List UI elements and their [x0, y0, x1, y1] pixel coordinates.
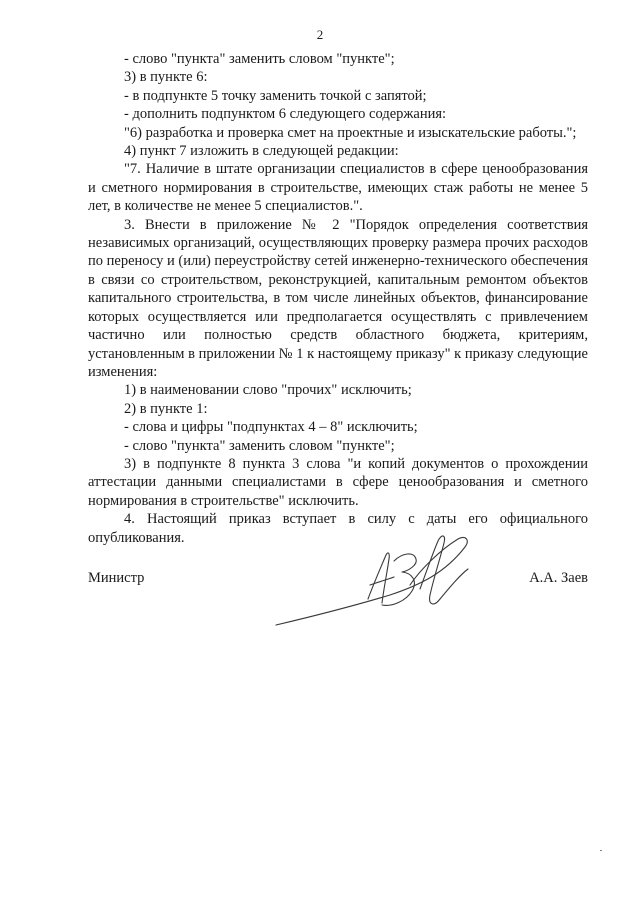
- signature-block: [88, 570, 588, 590]
- paragraph-5: "6) разработка и проверка смет на проектные и изыскательские работы.";: [124, 124, 577, 141]
- paragraph-1: - слово "пункта" заменить словом "пункте";: [124, 51, 395, 67]
- paragraph-8: 3. Внести в приложение № 2 "Порядок определения соответствия независимых организаций, осуществляющих проверку размера прочих расходов по переносу и (или) переустройству сетей инженерно-технического обеспечения в связи со строительством, реконструкцией, капитальным ремонтом объектов капитального строительства, в том числе линейных объектов, финансирование которых осуществляется или предполагается осуществлять с привлечением частично или полностью средств областного бюджета, критериям, установленным в приложении № 1 к настоящему приказу" к приказу следующие изменения:: [88, 216, 588, 380]
- paragraph-13: 3) в подпункте 8 пункта 3 слова "и копий документов о прохождении аттестации данными специалистами в сфере ценообразования и сметного нормирования в строительстве" исключить.: [88, 455, 588, 509]
- signatory-title: Министр: [88, 570, 145, 586]
- paragraph-10: 2) в пункте 1:: [124, 400, 208, 417]
- paragraph-11: - слова и цифры "подпунктах 4 – 8" исключить;: [124, 419, 418, 436]
- scan-speck: [600, 850, 602, 851]
- paragraph-3: - в подпункте 5 точку заменить точкой с запятой;: [124, 87, 427, 104]
- paragraph-9: 1) в наименовании слово "прочих" исключить;: [124, 382, 412, 399]
- signatory-name: А.А. Заев: [529, 570, 588, 586]
- paragraph-2: 3) в пункте 6:: [124, 69, 208, 86]
- page-number: 2: [316, 27, 324, 42]
- document-body: [88, 50, 588, 547]
- paragraph-4: - дополнить подпунктом 6 следующего содержания:: [124, 106, 447, 123]
- paragraph-12: - слово "пункта" заменить словом "пункте";: [124, 437, 395, 454]
- paragraph-14: 4. Настоящий приказ вступает в силу с даты его официального опубликования.: [88, 511, 588, 546]
- paragraph-6: 4) пункт 7 изложить в следующей редакции:: [124, 143, 399, 160]
- paragraph-7: "7. Наличие в штате организации специалистов в сфере ценообразования и сметного нормирования в строительстве, имеющих стаж работы не менее 5 лет, в количестве не менее 5 специалистов.".: [88, 161, 588, 215]
